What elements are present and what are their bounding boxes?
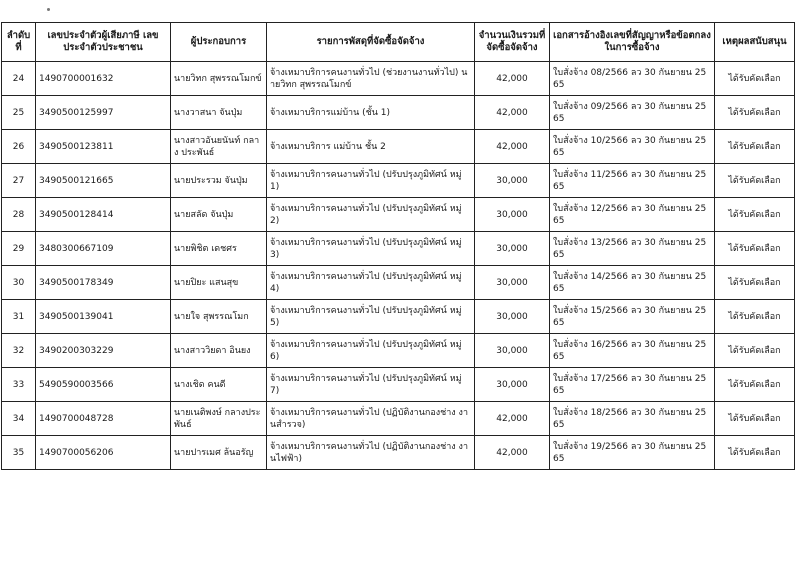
row-item: จ้างเหมาบริการคนงานทั่วไป (ปรับปรุงภูมิทัศน์ หมู่ 7)	[267, 368, 475, 402]
row-reason: ได้รับคัดเลือก	[715, 368, 795, 402]
row-amount: 30,000	[475, 164, 550, 198]
row-taxid: 3490500178349	[36, 266, 171, 300]
row-doc: ใบสั่งจ้าง 10/2566 ลว 30 กันยายน 2565	[550, 130, 715, 164]
row-reason: ได้รับคัดเลือก	[715, 436, 795, 470]
row-vendor: นางเชิด คนดี	[171, 368, 267, 402]
row-reason: ได้รับคัดเลือก	[715, 266, 795, 300]
row-vendor: นางสาววิยดา อินยง	[171, 334, 267, 368]
row-taxid: 3490500125997	[36, 96, 171, 130]
row-item: จ้างเหมาบริการคนงานทั่วไป (ปรับปรุงภูมิทัศน์ หมู่ 2)	[267, 198, 475, 232]
row-doc: ใบสั่งจ้าง 14/2566 ลว 30 กันยายน 2565	[550, 266, 715, 300]
row-no: 33	[2, 368, 36, 402]
row-item: จ้างเหมาบริการคนงานทั่วไป (ปรับปรุงภูมิทัศน์ หมู่ 5)	[267, 300, 475, 334]
row-vendor: นายใจ สุพรรณโมก	[171, 300, 267, 334]
row-reason: ได้รับคัดเลือก	[715, 300, 795, 334]
table-header-row	[2, 23, 795, 62]
header-vendor: ผู้ประกอบการ	[171, 23, 267, 62]
row-vendor: นางสาวอันยนันท์ กลาง ประพันธ์	[171, 130, 267, 164]
row-item: จ้างเหมาบริการคนงานทั่วไป (ปรับปรุงภูมิทัศน์ หมู่ 1)	[267, 164, 475, 198]
row-vendor: นายปิยะ แสนสุข	[171, 266, 267, 300]
row-item: จ้างเหมาบริการ แม่บ้าน ชั้น 2	[267, 130, 475, 164]
row-reason: ได้รับคัดเลือก	[715, 198, 795, 232]
table-row	[2, 300, 795, 334]
row-vendor: นายเนติพงษ์ กลางประพันธ์	[171, 402, 267, 436]
row-no: 24	[2, 62, 36, 96]
row-reason: ได้รับคัดเลือก	[715, 334, 795, 368]
table-row	[2, 62, 795, 96]
row-doc: ใบสั่งจ้าง 16/2566 ลว 30 กันยายน 2565	[550, 334, 715, 368]
header-reason: เหตุผลสนับสนุน	[715, 23, 795, 62]
row-no: 34	[2, 402, 36, 436]
row-doc: ใบสั่งจ้าง 15/2566 ลว 30 กันยายน 2565	[550, 300, 715, 334]
row-taxid: 3480300667109	[36, 232, 171, 266]
table-row	[2, 402, 795, 436]
row-doc: ใบสั่งจ้าง 19/2566 ลว 30 กันยายน 2565	[550, 436, 715, 470]
row-vendor: นายพิชิต เดชศร	[171, 232, 267, 266]
row-no: 25	[2, 96, 36, 130]
row-taxid: 1490700048728	[36, 402, 171, 436]
table-body	[2, 62, 795, 470]
header-doc: เอกสารอ้างอิงเลขที่สัญญาหรือข้อตกลงในการซื้อจ้าง	[550, 23, 715, 62]
row-no: 32	[2, 334, 36, 368]
scan-mark	[47, 8, 50, 11]
row-amount: 30,000	[475, 334, 550, 368]
header-taxid: เลขประจำตัวผู้เสียภาษี เลขประจำตัวประชาชน	[36, 23, 171, 62]
row-item: จ้างเหมาบริการคนงานทั่วไป (ปรับปรุงภูมิทัศน์ หมู่ 3)	[267, 232, 475, 266]
row-reason: ได้รับคัดเลือก	[715, 402, 795, 436]
procurement-table	[1, 22, 795, 470]
row-item: จ้างเหมาบริการคนงานทั่วไป (ปฏิบัติงานกองช่าง งานไฟฟ้า)	[267, 436, 475, 470]
table-row	[2, 266, 795, 300]
row-reason: ได้รับคัดเลือก	[715, 232, 795, 266]
row-reason: ได้รับคัดเลือก	[715, 130, 795, 164]
row-amount: 30,000	[475, 368, 550, 402]
row-no: 28	[2, 198, 36, 232]
row-reason: ได้รับคัดเลือก	[715, 96, 795, 130]
row-amount: 30,000	[475, 198, 550, 232]
row-no: 29	[2, 232, 36, 266]
row-taxid: 3490200303229	[36, 334, 171, 368]
table-row	[2, 436, 795, 470]
row-taxid: 1490700056206	[36, 436, 171, 470]
row-item: จ้างเหมาบริการคนงานทั่วไป (ปรับปรุงภูมิทัศน์ หมู่ 4)	[267, 266, 475, 300]
table-row	[2, 368, 795, 402]
row-vendor: นายสลัด จันปุ่ม	[171, 198, 267, 232]
row-reason: ได้รับคัดเลือก	[715, 62, 795, 96]
header-no: ลำดับที่	[2, 23, 36, 62]
row-vendor: นายวิทก สุพรรณโมกข์	[171, 62, 267, 96]
row-taxid: 3490500121665	[36, 164, 171, 198]
row-no: 27	[2, 164, 36, 198]
row-doc: ใบสั่งจ้าง 17/2566 ลว 30 กันยายน 2565	[550, 368, 715, 402]
row-doc: ใบสั่งจ้าง 11/2566 ลว 30 กันยายน 2565	[550, 164, 715, 198]
row-amount: 30,000	[475, 300, 550, 334]
row-doc: ใบสั่งจ้าง 12/2566 ลว 30 กันยายน 2565	[550, 198, 715, 232]
table-row	[2, 232, 795, 266]
row-doc: ใบสั่งจ้าง 18/2566 ลว 30 กันยายน 2565	[550, 402, 715, 436]
table-row	[2, 130, 795, 164]
header-item: รายการพัสดุที่จัดซื้อจัดจ้าง	[267, 23, 475, 62]
row-amount: 30,000	[475, 232, 550, 266]
row-doc: ใบสั่งจ้าง 08/2566 ลว 30 กันยายน 2565	[550, 62, 715, 96]
row-taxid: 3490500139041	[36, 300, 171, 334]
row-taxid: 3490500128414	[36, 198, 171, 232]
table-row	[2, 198, 795, 232]
row-amount: 42,000	[475, 62, 550, 96]
row-doc: ใบสั่งจ้าง 13/2566 ลว 30 กันยายน 2565	[550, 232, 715, 266]
table-row	[2, 334, 795, 368]
row-item: จ้างเหมาบริการคนงานทั่วไป (ช่วยงานงานทั่วไป) นายวิทก สุพรรณโมกข์	[267, 62, 475, 96]
row-vendor: นายปารเมศ ล้นอรัญ	[171, 436, 267, 470]
row-taxid: 5490590003566	[36, 368, 171, 402]
row-reason: ได้รับคัดเลือก	[715, 164, 795, 198]
row-no: 35	[2, 436, 36, 470]
row-item: จ้างเหมาบริการคนงานทั่วไป (ปรับปรุงภูมิทัศน์ หมู่ 6)	[267, 334, 475, 368]
row-no: 26	[2, 130, 36, 164]
row-item: จ้างเหมาบริการคนงานทั่วไป (ปฏิบัติงานกองช่าง งานสำรวจ)	[267, 402, 475, 436]
header-amount: จำนวนเงินรวมที่จัดซื้อจัดจ้าง	[475, 23, 550, 62]
row-amount: 42,000	[475, 96, 550, 130]
row-no: 31	[2, 300, 36, 334]
table-row	[2, 96, 795, 130]
row-item: จ้างเหมาบริการแม่บ้าน (ชั้น 1)	[267, 96, 475, 130]
row-amount: 42,000	[475, 436, 550, 470]
row-taxid: 1490700001632	[36, 62, 171, 96]
row-vendor: นางวาสนา จันปุ่ม	[171, 96, 267, 130]
row-doc: ใบสั่งจ้าง 09/2566 ลว 30 กันยายน 2565	[550, 96, 715, 130]
row-amount: 42,000	[475, 130, 550, 164]
row-taxid: 3490500123811	[36, 130, 171, 164]
table-row	[2, 164, 795, 198]
row-no: 30	[2, 266, 36, 300]
row-amount: 42,000	[475, 402, 550, 436]
row-amount: 30,000	[475, 266, 550, 300]
row-vendor: นายประรวม จันปุ่ม	[171, 164, 267, 198]
